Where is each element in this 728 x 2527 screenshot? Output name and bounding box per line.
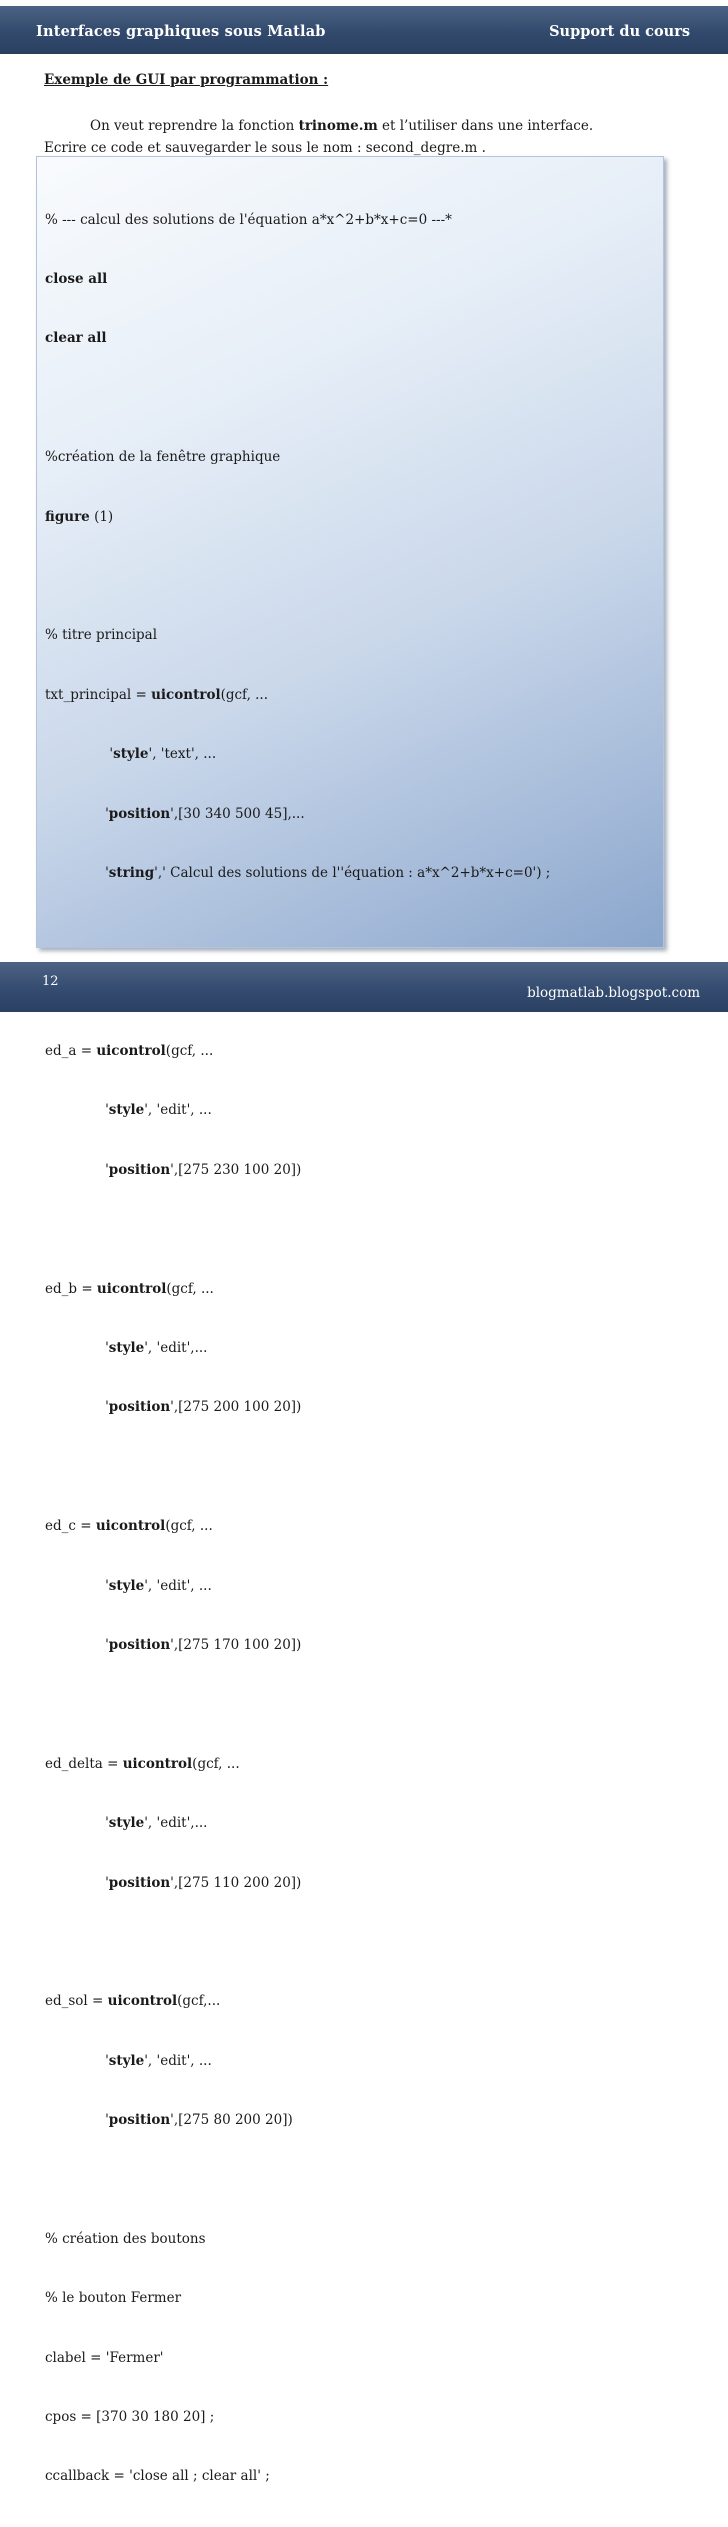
header-subtitle: Support du cours: [549, 23, 690, 40]
code-line: ed_sol = uicontrol(gcf,...: [45, 1993, 221, 2010]
code-line-blank: [45, 923, 655, 943]
code-line: ed_c = uicontrol(gcf, ...: [45, 1518, 213, 1535]
code-line: % création des boutons: [45, 2230, 206, 2247]
code-line-blank: [45, 2170, 655, 2190]
code-line: 'style', 'edit',...: [45, 1340, 208, 1357]
code-line: clabel = 'Fermer': [45, 2349, 164, 2366]
intro-line-1: On veut reprendre la fonction trinome.m et l’utiliser dans une interface.: [90, 118, 594, 134]
code-line-blank: [45, 1458, 655, 1478]
code-line: 'position',[275 200 100 20]): [45, 1399, 302, 1416]
function-name: trinome.m: [298, 118, 378, 134]
code-line: ed_a = uicontrol(gcf, ...: [45, 1043, 214, 1060]
code-line: cpos = [370 30 180 20] ;: [45, 2409, 215, 2426]
code-line: 'position',[30 340 500 45],...: [45, 805, 305, 822]
code-line: % le bouton Fermer: [45, 2290, 182, 2307]
code-line: clear all: [45, 330, 107, 347]
code-line: 'style', 'edit', ...: [45, 1102, 212, 1119]
code-listing: [45, 171, 655, 2527]
code-line: 'style', 'text', ...: [45, 746, 217, 763]
code-line-blank: [45, 1220, 655, 1240]
code-line-blank: [45, 567, 655, 587]
code-line: %création de la fenêtre graphique: [45, 449, 281, 466]
code-line: figure (1): [45, 508, 114, 525]
code-line: 'position',[275 230 100 20]): [45, 1161, 302, 1178]
code-line-blank: [45, 1695, 655, 1715]
site-url: blogmatlab.blogspot.com: [527, 985, 700, 1001]
code-line: close all: [45, 270, 108, 287]
code-line: 'style', 'edit', ...: [45, 2052, 212, 2069]
code-line: 'position',[275 110 200 20]): [45, 1874, 302, 1891]
code-line: txt_principal = uicontrol(gcf, ...: [45, 686, 269, 703]
code-line: 'position',[275 80 200 20]): [45, 2112, 293, 2129]
code-line: ed_b = uicontrol(gcf, ...: [45, 1280, 214, 1297]
code-line-blank: [45, 1933, 655, 1953]
document-title: Interfaces graphiques sous Matlab: [36, 23, 326, 40]
code-line: % titre principal: [45, 627, 158, 644]
footer-bar: [0, 962, 728, 1012]
code-line: ccallback = 'close all ; clear all' ;: [45, 2468, 270, 2485]
page-number: 12: [42, 974, 59, 989]
code-line: ed_delta = uicontrol(gcf, ...: [45, 1755, 240, 1772]
section-title: Exemple de GUI par programmation :: [44, 72, 329, 88]
header-bar: [0, 6, 728, 54]
code-line: % --- calcul des solutions de l'équation a*x^2+b*x+c=0 ---*: [45, 211, 452, 228]
code-line: 'string',' Calcul des solutions de l''équation : a*x^2+b*x+c=0') ;: [45, 864, 551, 881]
code-line: 'style', 'edit', ...: [45, 1577, 212, 1594]
intro-paragraph: [44, 115, 684, 159]
code-line-blank: [45, 389, 655, 409]
code-line: 'position',[275 170 100 20]): [45, 1636, 302, 1653]
code-line: 'style', 'edit',...: [45, 1815, 208, 1832]
intro-line-2: Ecrire ce code et sauvegarder le sous le nom : second_degre.m .: [44, 140, 486, 156]
